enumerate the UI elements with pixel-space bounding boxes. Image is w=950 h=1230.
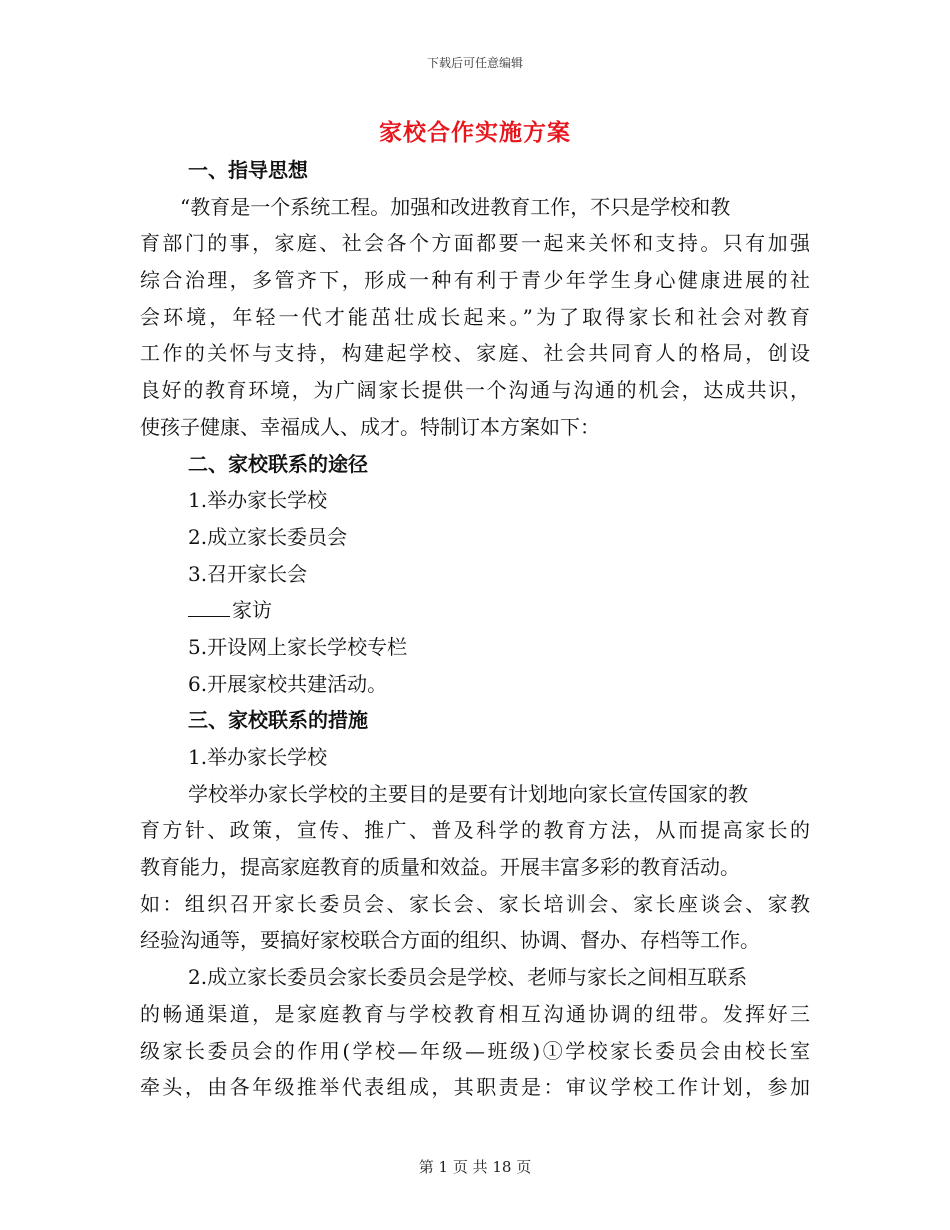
document-title: 家校合作实施方案 <box>379 119 571 146</box>
list-item: 3.召开家长会 <box>188 561 308 586</box>
paragraph-line: “教育是一个系统工程。加强和改进教育工作，不只是学校和教 <box>180 194 731 219</box>
list-item: 1.举办家长学校 <box>188 488 328 513</box>
blank-underline <box>188 596 230 617</box>
paragraph-line: 级家长委员会的作用(学校—年级—班级)①学校家长委员会由校长室 <box>140 1038 810 1063</box>
paragraph-line: 教育能力，提高家庭教育的质量和效益。开展丰富多彩的教育活动。 <box>140 855 740 880</box>
paragraph-line: 的畅通渠道，是家庭教育与学校教育相互沟通协调的纽带。发挥好三 <box>140 1001 810 1026</box>
list-item: 6.开展家校共建活动。 <box>188 671 388 696</box>
paragraph-line: 工作的关怀与支持，构建起学校、家庭、社会共同育人的格局，创设 <box>140 341 810 366</box>
section-heading-guiding-ideology: 一、指导思想 <box>188 158 308 182</box>
section-heading-contact-measures: 三、家校联系的措施 <box>188 708 368 733</box>
page-number: 第 1 页 共 18 页 <box>418 1158 532 1176</box>
list-item-home-visit <box>140 592 810 629</box>
paragraph-line: 使孩子健康、幸福成人、成才。特制订本方案如下： <box>140 414 600 439</box>
paragraph-line: 2.成立家长委员会家长委员会是学校、老师与家长之间相互联系 <box>188 965 748 990</box>
header-note: 下载后可任意编辑 <box>426 56 523 70</box>
section-heading-contact-channels: 二、家校联系的途径 <box>188 451 368 476</box>
paragraph-line: 如：组织召开家长委员会、家长会、家长培训会、家长座谈会、家教 <box>140 891 810 916</box>
paragraph-line: 育方针、政策，宣传、推广、普及科学的教育方法，从而提高家长的 <box>140 818 810 843</box>
paragraph-line: 学校举办家长学校的主要目的是要有计划地向家长宣传国家的教 <box>188 781 748 806</box>
paragraph-line: 经验沟通等，要搞好家校联合方面的组织、协调、督办、存档等工作。 <box>140 928 760 953</box>
document-body <box>140 152 810 1106</box>
subsection-heading: 1.举办家长学校 <box>188 745 328 769</box>
paragraph-line: 综合治理，多管齐下，形成一种有利于青少年学生身心健康进展的社 <box>140 268 810 293</box>
paragraph-line: 会环境，年轻一代才能茁壮成长起来。”为了取得家长和社会对教育 <box>140 304 810 329</box>
list-item: 2.成立家长委员会 <box>188 524 348 549</box>
list-item-label: 家访 <box>232 598 272 623</box>
paragraph-line: 育部门的事，家庭、社会各个方面都要一起来关怀和支持。只有加强 <box>140 231 810 256</box>
list-item: 5.开设网上家长学校专栏 <box>188 634 408 659</box>
paragraph-line: 牵头，由各年级推举代表组成，其职责是：审议学校工作计划，参加 <box>140 1075 810 1100</box>
paragraph-line: 良好的教育环境，为广阔家长提供一个沟通与沟通的机会，达成共识， <box>140 378 810 403</box>
